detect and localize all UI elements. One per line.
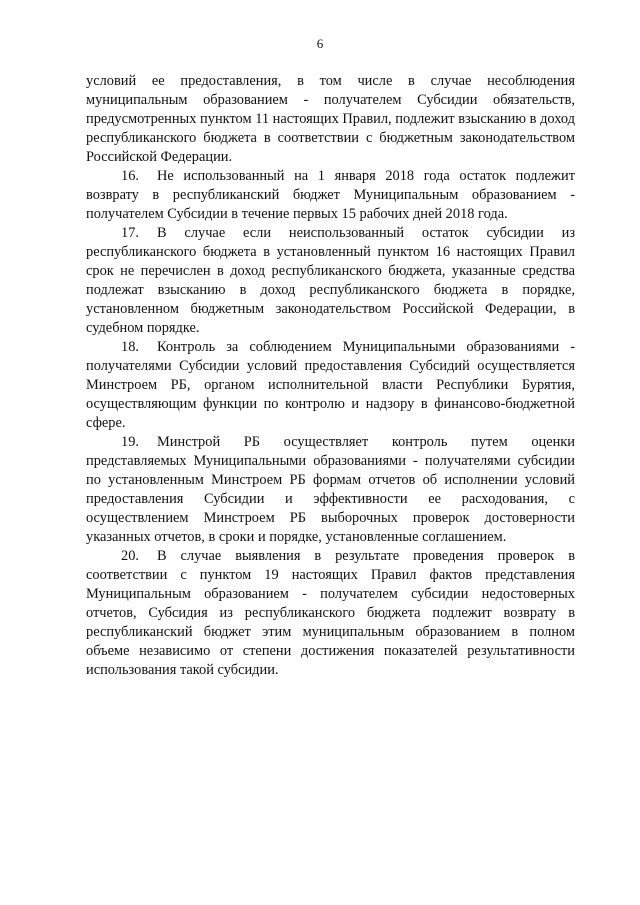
paragraph-text: Минстрой РБ осуществляет контроль путем оценки представляемых Муниципальными образованиями - получателями субсидии по установленным Минстроем РБ формам отчетов об исполнении условий предоставления Субсидии и эффективности ее расходования, с осуществлением Минстроем РБ выборочных проверок достоверности указанных отчетов, в сроки и порядке, установленные соглашением. [86, 434, 575, 545]
paragraph-17 [86, 224, 575, 338]
paragraph-number: 16. [121, 168, 139, 184]
paragraph-20 [86, 547, 575, 680]
paragraph-continuation [86, 72, 575, 167]
paragraph-number: 19. [121, 434, 139, 450]
document-body [86, 72, 575, 680]
paragraph-18 [86, 338, 575, 433]
paragraph-text: условий ее предоставления, в том числе в случае несоблюдения муниципальным образованием - получателем Субсидии обязательств, предусмотренных пунктом 11 настоящих Правил, подлежит взысканию в доход республиканского бюджета в соответствии с бюджетным законодательством Российской Федерации. [86, 73, 575, 165]
paragraph-number: 18. [121, 339, 139, 355]
paragraph-16 [86, 167, 575, 224]
paragraph-19 [86, 433, 575, 547]
paragraph-text: В случае выявления в результате проведения проверок в соответствии с пунктом 19 настоящих Правил фактов представления Муниципальным образованием - получателем субсидии недостоверных отчетов, Субсидия из республиканского бюджета подлежит возврату в республиканский бюджет этим муниципальным образованием в полном объеме независимо от степени достижения показателей результативности использования такой субсидии. [86, 548, 575, 678]
paragraph-number: 20. [121, 548, 139, 564]
paragraph-text: Контроль за соблюдением Муниципальными образованиями - получателями Субсидии условий предоставления Субсидий осуществляется Минстроем РБ, органом исполнительной власти Республики Бурятия, осуществляющим функции по контролю и надзору в финансово-бюджетной сфере. [86, 339, 575, 431]
paragraph-number: 17. [121, 225, 139, 241]
paragraph-text: Не использованный на 1 января 2018 года остаток подлежит возврату в республиканский бюджет Муниципальным образованием - получателем Субсидии в течение первых 15 рабочих дней 2018 года. [86, 168, 575, 222]
paragraph-text: В случае если неиспользованный остаток субсидии из республиканского бюджета в установленный пунктом 16 настоящих Правил срок не перечислен в доход республиканского бюджета, указанные средства подлежат взысканию в доход республиканского бюджета в порядке, установленном бюджетным законодательством Российской Федерации, в судебном порядке. [86, 225, 575, 336]
page-number: 6 [316, 36, 324, 51]
